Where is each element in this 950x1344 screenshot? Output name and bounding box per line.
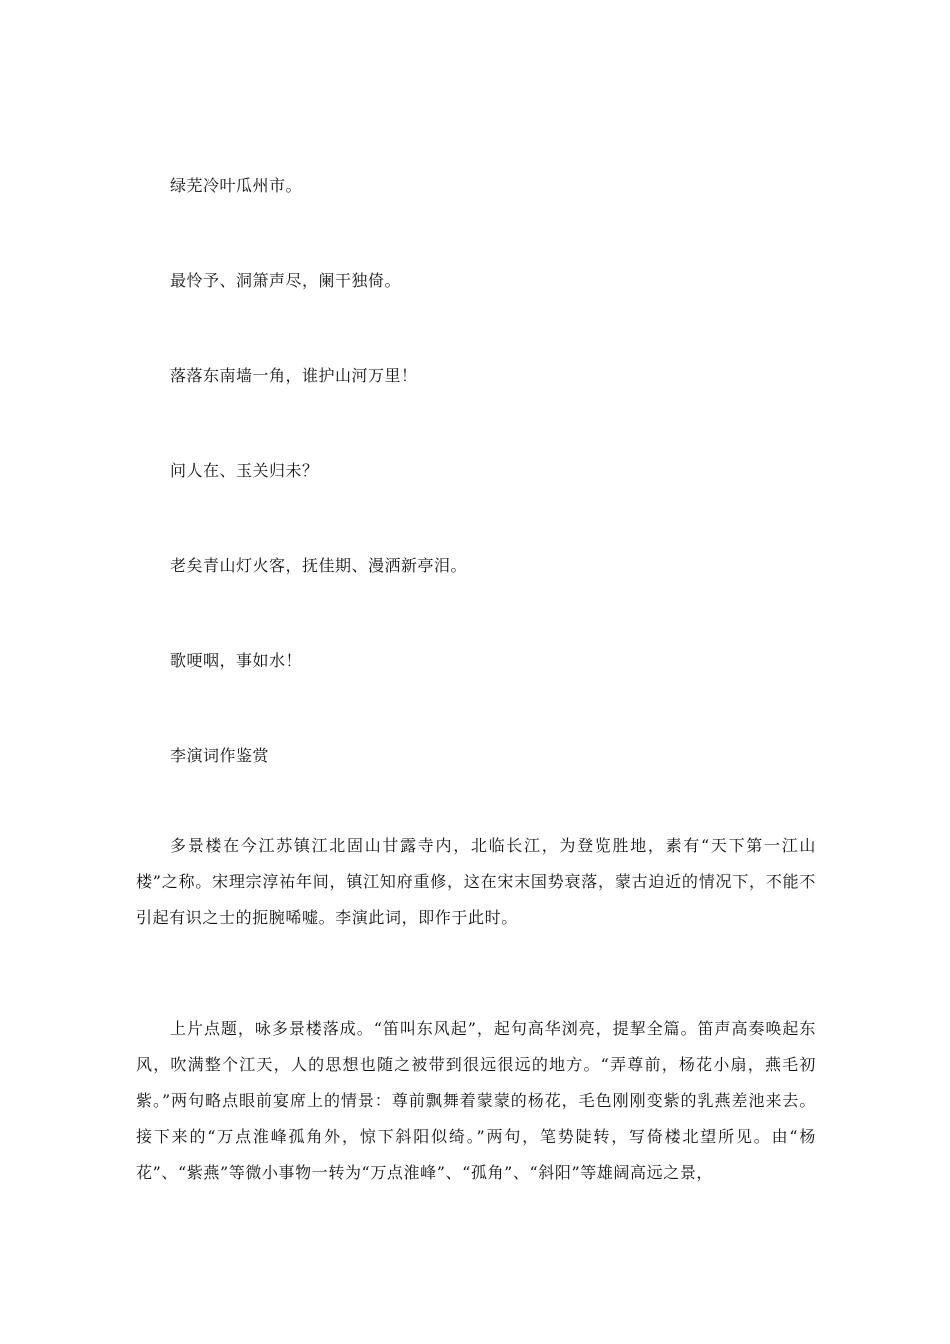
poem-line-5: 老矣青山灯火客，抚佳期、漫洒新亭泪。	[170, 556, 468, 575]
poem-line-1: 绿芜冷叶瓜州市。	[170, 176, 303, 195]
poem-line-2: 最怜予、洞箫声尽，阑干独倚。	[170, 271, 402, 290]
paragraph-1: 多景楼在今江苏镇江北固山甘露寺内，北临长江，为登览胜地，素有“天下第一江山楼”之称。宋理宗淳祐年间，镇江知府重修，这在宋末国势衰落，蒙古迫近的情况下，不能不引起有识之士的扼腕唏嘘。李演此词，即作于此时。	[136, 836, 816, 927]
poem-line-4: 问人在、玉关归未？	[170, 461, 319, 480]
poem-line-3: 落落东南墙一角，谁护山河万里！	[170, 366, 418, 385]
paragraph-2: 上片点题，咏多景楼落成。“笛叫东风起”，起句高华浏亮，提挈全篇。笛声高奏唤起东风，吹满整个江天，人的思想也随之被带到很远很远的地方。“弄尊前，杨花小扇，燕毛初紫。”两句略点眼前宴席上的情景：尊前飘舞着蒙蒙的杨花，毛色刚刚变紫的乳燕差池来去。接下来的“万点淮峰孤角外，惊下斜阳似绮。”两句，笔势陡转，写倚楼北望所见。由“杨花”、“紫燕”等微小事物一转为“万点淮峰”、“孤角”、“斜阳”等雄阔高远之景，	[136, 1019, 816, 1182]
section-heading: 李演词作鉴赏	[170, 746, 270, 765]
poem-line-6: 歌哽咽，事如水！	[170, 651, 303, 670]
